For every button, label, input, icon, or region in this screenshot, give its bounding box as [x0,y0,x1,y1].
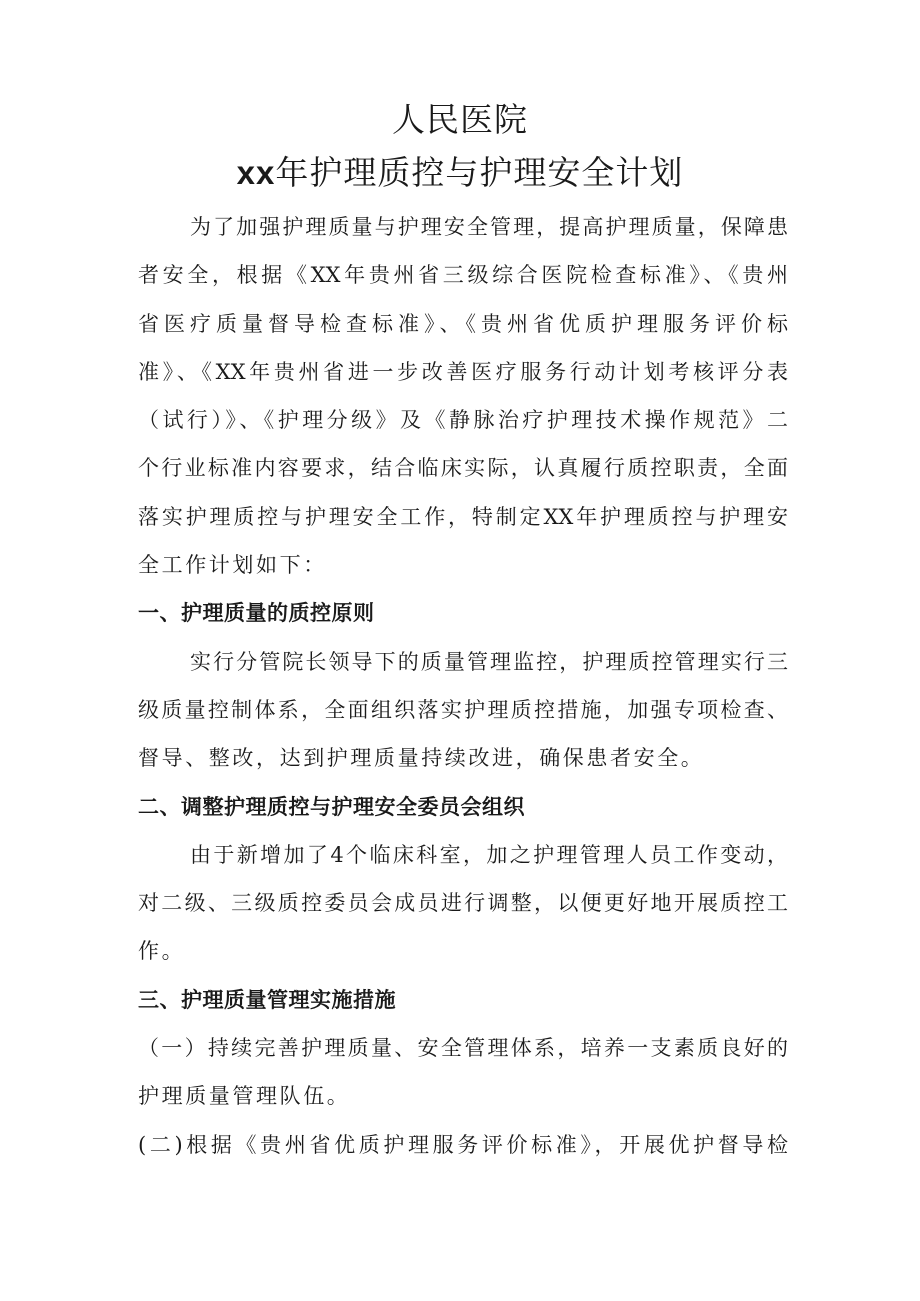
section3-item1-line: （一）持续完善护理质量、安全管理体系，培养一支素质良好的 [138,1036,788,1061]
section-heading-3: 三、护理质量管理实施措施 [138,987,396,1012]
intro-line: 省医疗质量督导检查标准》、《贵州省优质护理服务评价标 [138,311,788,336]
section2-line: 作。 [138,939,186,964]
section2-line: 对二级、三级质控委员会成员进行调整，以便更好地开展质控工 [138,891,788,916]
section3-item1-line: 护理质量管理队伍。 [138,1084,351,1109]
document-title-hospital: 人民医院 [392,100,528,139]
intro-line: 全工作计划如下： [138,553,327,578]
document-title-plan [0,148,920,198]
intro-line: （试行）》、《护理分级》及《静脉治疗护理技术操作规范》二 [138,408,788,433]
document-body [138,203,788,1169]
intro-line: 个行业标准内容要求，结合临床实际，认真履行质控职责，全面 [138,456,788,481]
section1-line: 实行分管院长领导下的质量管理监控，护理质控管理实行三 [190,649,788,674]
intro-line: 为了加强护理质量与护理安全管理，提高护理质量，保障患 [190,215,788,239]
section-heading-2: 二、调整护理质控与护理安全委员会组织 [138,794,525,819]
intro-line: 者安全，根据《XX年贵州省三级综合医院检查标准》、《贵州 [138,263,788,288]
intro-line: 落实护理质控与护理安全工作，特制定XX年护理质控与护理安 [138,504,788,529]
title-year-prefix: xx [236,154,276,191]
section1-line: 级质量控制体系，全面组织落实护理质控措施，加强专项检查、 [138,697,788,722]
section1-line: 督导、整改，达到护理质量持续改进，确保患者安全。 [138,746,705,771]
section-heading-1: 一、护理质量的质控原则 [138,601,375,626]
section2-line: 由于新增加了4个临床科室，加之护理管理人员工作变动， [190,842,788,867]
intro-line: 准》、《XX年贵州省进一步改善医疗服务行动计划考核评分表 [138,359,788,384]
section3-item2-line: (二)根据《贵州省优质护理服务评价标准》，开展优护督导检 [138,1132,788,1157]
title-plan-text: 年护理质控与护理安全计划 [275,153,684,192]
